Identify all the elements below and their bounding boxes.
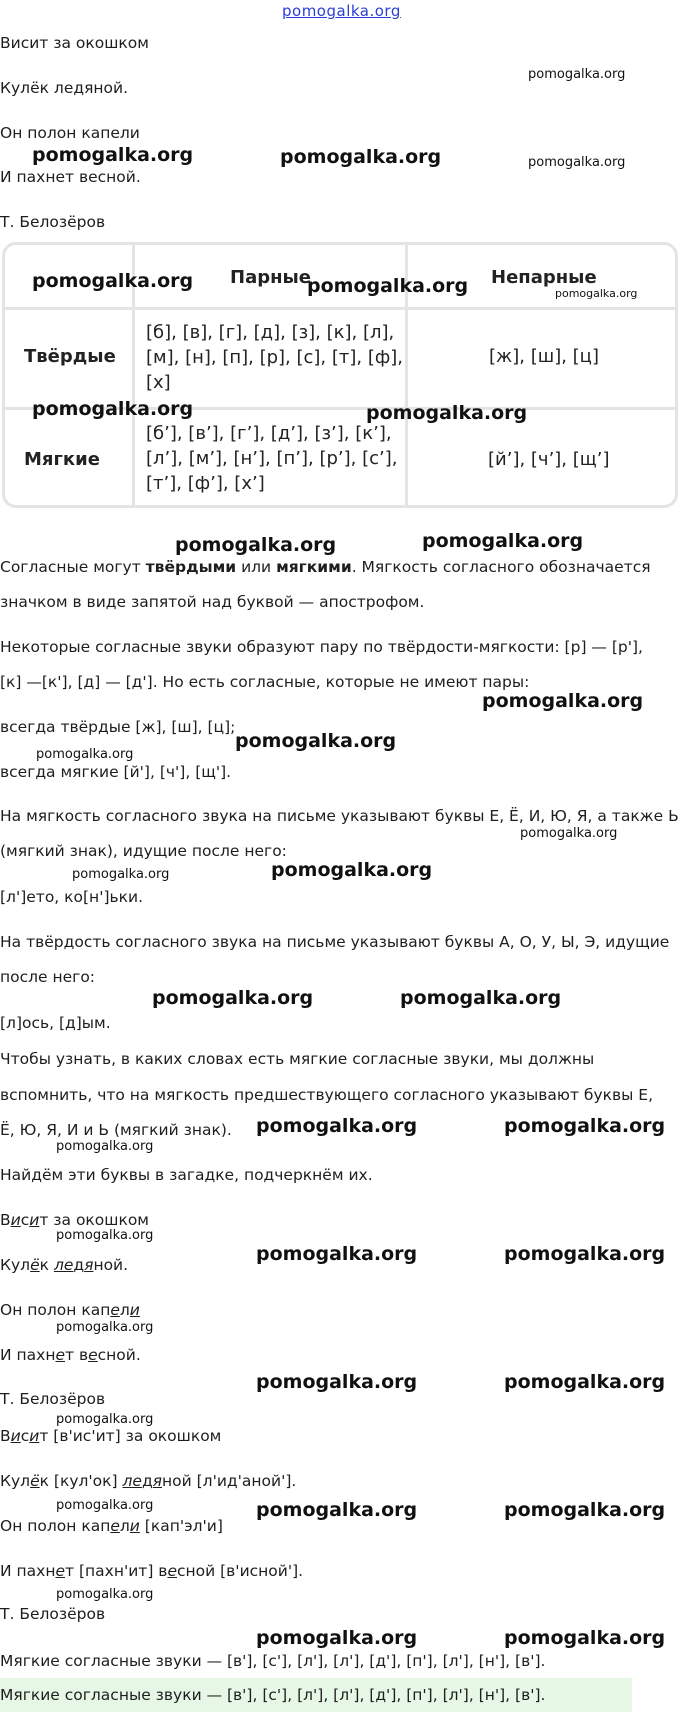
poem-author: Т. Белозёров bbox=[0, 1605, 106, 1623]
poem-author: Т. Белозёров bbox=[0, 213, 106, 231]
watermark: pomogalka.org bbox=[72, 867, 170, 882]
poem-line-marked: Кулёк ледяной. bbox=[0, 1256, 129, 1274]
poem-author: Т. Белозёров bbox=[0, 1390, 106, 1408]
watermark: pomogalka.org bbox=[256, 1371, 418, 1393]
summary-line-highlighted: Мягкие согласные звуки — [в'], [с'], [л'], [л'], [д'], [п'], [л'], [н'], [в']. bbox=[0, 1686, 546, 1704]
poem-line: Он полон капели bbox=[0, 124, 140, 142]
table-cell: [ж], [ш], [ц] bbox=[489, 346, 599, 367]
watermark: pomogalka.org bbox=[256, 1627, 418, 1649]
watermark: pomogalka.org bbox=[504, 1243, 666, 1265]
watermark: pomogalka.org bbox=[280, 146, 442, 168]
watermark: pomogalka.org bbox=[482, 690, 644, 712]
table-header-unpaired: Непарные bbox=[491, 267, 597, 288]
table-row-label: Твёрдые bbox=[24, 346, 116, 367]
paragraph: значком в виде запятой над буквой — апострофом. bbox=[0, 593, 425, 611]
poem-line-transcribed: Висит [в'ис'ит] за окошком bbox=[0, 1427, 222, 1445]
watermark: pomogalka.org bbox=[504, 1499, 666, 1521]
watermark: pomogalka.org bbox=[528, 67, 626, 82]
paragraph: [л]ось, [д]ым. bbox=[0, 1014, 111, 1032]
watermark: pomogalka.org bbox=[32, 144, 194, 166]
poem-line-transcribed: Кулёк [кул'ок] ледяной [л'ид'аной']. bbox=[0, 1472, 297, 1490]
paragraph: Согласные могут твёрдыми или мягкими. Мягкость согласного обозначается bbox=[0, 558, 651, 576]
watermark: pomogalka.org bbox=[256, 1499, 418, 1521]
watermark: pomogalka.org bbox=[555, 287, 638, 300]
watermark: pomogalka.org bbox=[400, 987, 562, 1009]
paragraph: всегда твёрдые [ж], [ш], [ц]; bbox=[0, 718, 236, 736]
paragraph: всегда мягкие [й'], [ч'], [щ']. bbox=[0, 763, 232, 781]
watermark: pomogalka.org bbox=[175, 534, 337, 556]
watermark: pomogalka.org bbox=[56, 1412, 154, 1427]
paragraph: [л']ето, ко[н']ьки. bbox=[0, 888, 143, 906]
watermark: pomogalka.org bbox=[520, 826, 618, 841]
watermark: pomogalka.org bbox=[366, 402, 528, 424]
watermark: pomogalka.org bbox=[56, 1139, 154, 1154]
table-header-paired: Парные bbox=[230, 267, 312, 288]
poem-line-transcribed: И пахнет [пахн'ит] весной [в'исной']. bbox=[0, 1562, 304, 1580]
watermark: pomogalka.org bbox=[307, 275, 469, 297]
paragraph: Некоторые согласные звуки образуют пару по твёрдости-мягкости: [р] — [р'], bbox=[0, 638, 643, 656]
watermark: pomogalka.org bbox=[256, 1115, 418, 1137]
watermark: pomogalka.org bbox=[56, 1587, 154, 1602]
watermark: pomogalka.org bbox=[422, 530, 584, 552]
watermark: pomogalka.org bbox=[36, 747, 134, 762]
top-watermark-link[interactable]: pomogalka.org bbox=[282, 2, 401, 20]
watermark: pomogalka.org bbox=[152, 987, 314, 1009]
watermark: pomogalka.org bbox=[256, 1243, 418, 1265]
paragraph: Чтобы узнать, в каких словах есть мягкие согласные звуки, мы должны bbox=[0, 1050, 595, 1068]
watermark: pomogalka.org bbox=[271, 859, 433, 881]
watermark: pomogalka.org bbox=[504, 1115, 666, 1137]
table-row-label: Мягкие bbox=[24, 449, 100, 470]
watermark: pomogalka.org bbox=[56, 1498, 154, 1513]
summary-line: Мягкие согласные звуки — [в'], [с'], [л'], [л'], [д'], [п'], [л'], [н'], [в']. bbox=[0, 1652, 546, 1670]
poem-line: Кулёк ледяной. bbox=[0, 79, 129, 97]
watermark: pomogalka.org bbox=[504, 1627, 666, 1649]
paragraph: после него: bbox=[0, 968, 96, 986]
poem-line-marked: Он полон капели bbox=[0, 1301, 140, 1319]
poem-line-marked: Висит за окошком bbox=[0, 1211, 150, 1229]
table-cell: [б], [в], [г], [д], [з], [к], [л], [м], [н], [п], [р], [с], [т], [ф], [х] bbox=[146, 322, 404, 393]
paragraph: Найдём эти буквы в загадке, подчеркнём их. bbox=[0, 1166, 373, 1184]
paragraph: вспомнить, что на мягкость предшествующего согласного указывают буквы Е, bbox=[0, 1086, 654, 1104]
table-cell: [й’], [ч’], [щ’] bbox=[488, 449, 610, 470]
poem-line-transcribed: Он полон капели [кап'эл'и] bbox=[0, 1517, 223, 1535]
watermark: pomogalka.org bbox=[32, 398, 194, 420]
watermark: pomogalka.org bbox=[504, 1371, 666, 1393]
paragraph: Ё, Ю, Я, И и Ь (мягкий знак). bbox=[0, 1121, 232, 1139]
poem-line: Висит за окошком bbox=[0, 34, 149, 52]
paragraph: [к] —[к'], [д] — [д']. Но есть согласные, которые не имеют пары: bbox=[0, 673, 530, 691]
watermark: pomogalka.org bbox=[56, 1320, 154, 1335]
watermark: pomogalka.org bbox=[528, 155, 626, 170]
poem-line: И пахнет весной. bbox=[0, 168, 141, 186]
table-cell: [б’], [в’], [г’], [д’], [з’], [к’], [л’], [м’], [н’], [п’], [р’], [с’], [т’], [ф’], [х’] bbox=[146, 423, 398, 494]
watermark: pomogalka.org bbox=[56, 1228, 154, 1243]
watermark: pomogalka.org bbox=[235, 730, 397, 752]
paragraph: (мягкий знак), идущие после него: bbox=[0, 842, 287, 860]
poem-line-marked: И пахнет весной. bbox=[0, 1346, 141, 1364]
paragraph: На твёрдость согласного звука на письме указывают буквы А, О, У, Ы, Э, идущие bbox=[0, 933, 670, 951]
table-divider bbox=[5, 307, 675, 310]
watermark: pomogalka.org bbox=[32, 270, 194, 292]
paragraph: На мягкость согласного звука на письме указывают буквы Е, Ё, И, Ю, Я, а также Ь bbox=[0, 807, 679, 825]
